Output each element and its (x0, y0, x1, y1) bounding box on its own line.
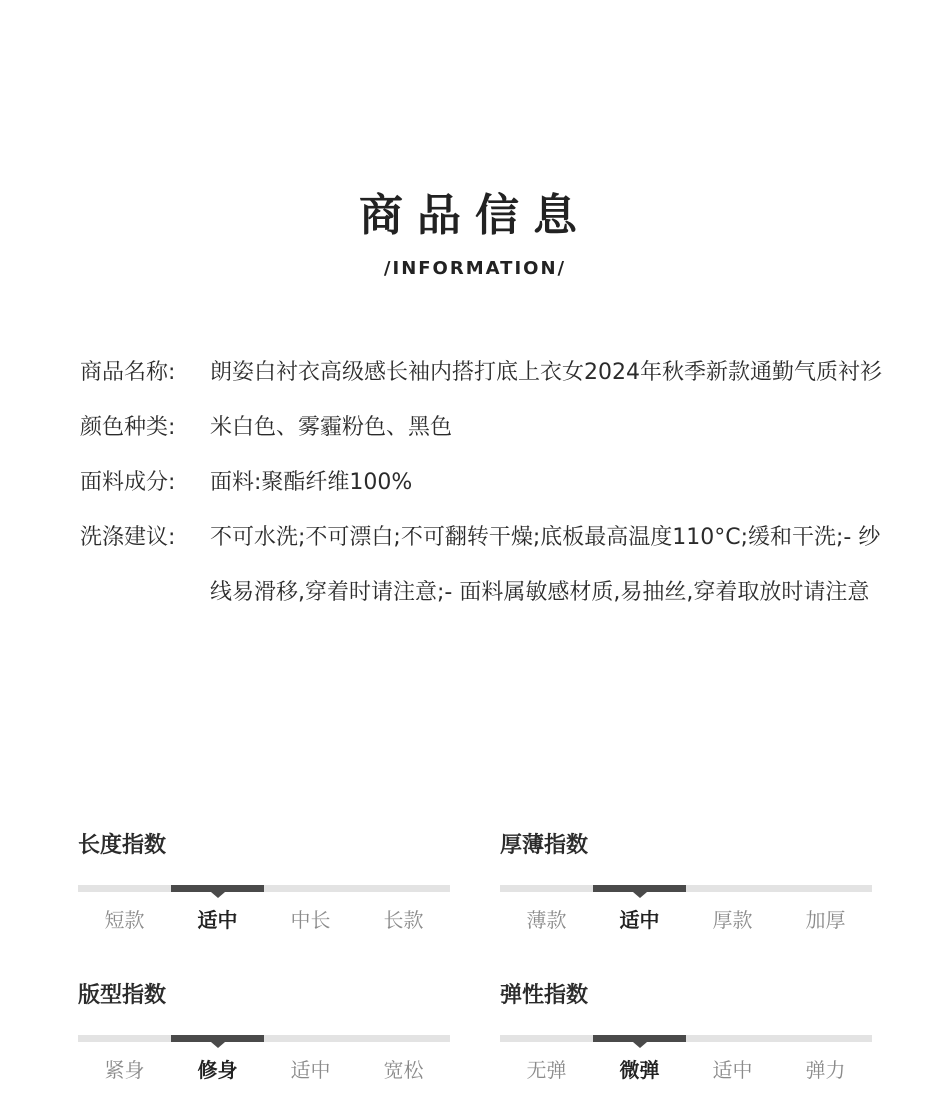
product-info-list (80, 345, 890, 620)
section-subtitle: /INFORMATION/ (383, 258, 567, 279)
info-label: 颜色种类: (80, 415, 176, 440)
section-title: 商品信息 (359, 190, 591, 241)
index-option: 修身 (197, 1058, 238, 1082)
index-option: 适中 (712, 1058, 753, 1082)
index-options (78, 905, 450, 935)
index-option: 适中 (290, 1058, 331, 1082)
info-value: 朗姿白衬衣高级感长袖内搭打底上衣女2024年秋季新款通勤气质衬衫 (210, 360, 882, 385)
info-label: 洗涤建议: (80, 525, 176, 550)
info-value: 不可水洗;不可漂白;不可翻转干燥;底板最高温度110°C;缓和干洗;- 纱线易滑移,穿着时请注意;- 面料属敏感材质,易抽丝,穿着取放时请注意 (210, 525, 881, 605)
index-option: 适中 (619, 908, 660, 932)
index-track (500, 885, 872, 892)
thickness-index (500, 830, 872, 935)
info-value: 面料:聚酯纤维100% (210, 470, 413, 495)
index-title: 弹性指数 (500, 983, 589, 1008)
info-row-care (80, 510, 890, 620)
index-option: 微弹 (619, 1058, 660, 1082)
index-marker (171, 885, 264, 892)
index-option: 紧身 (104, 1058, 145, 1082)
index-option: 宽松 (383, 1058, 424, 1082)
index-options (500, 905, 872, 935)
index-title: 厚薄指数 (500, 833, 589, 858)
elasticity-index (500, 980, 872, 1085)
info-row-fabric (80, 455, 890, 510)
index-option: 加厚 (805, 908, 846, 932)
info-label: 商品名称: (80, 360, 176, 385)
index-marker (171, 1035, 264, 1042)
length-index (78, 830, 450, 935)
index-option: 弹力 (805, 1058, 846, 1082)
index-marker (593, 885, 686, 892)
index-option: 厚款 (712, 908, 753, 932)
index-title: 版型指数 (78, 983, 167, 1008)
index-option: 无弹 (526, 1058, 567, 1082)
index-track (78, 1035, 450, 1042)
index-title: 长度指数 (78, 833, 167, 858)
index-options (500, 1055, 872, 1085)
info-row-colors (80, 400, 890, 455)
index-track (500, 1035, 872, 1042)
info-label: 面料成分: (80, 470, 176, 495)
index-options (78, 1055, 450, 1085)
index-marker (593, 1035, 686, 1042)
fit-index (78, 980, 450, 1085)
index-option: 薄款 (526, 908, 567, 932)
info-value: 米白色、雾霾粉色、黑色 (210, 415, 453, 440)
index-option: 中长 (290, 908, 331, 932)
index-option: 短款 (104, 908, 145, 932)
index-track (78, 885, 450, 892)
index-option: 长款 (383, 908, 424, 932)
info-row-product-name (80, 345, 890, 400)
index-option: 适中 (197, 908, 238, 932)
